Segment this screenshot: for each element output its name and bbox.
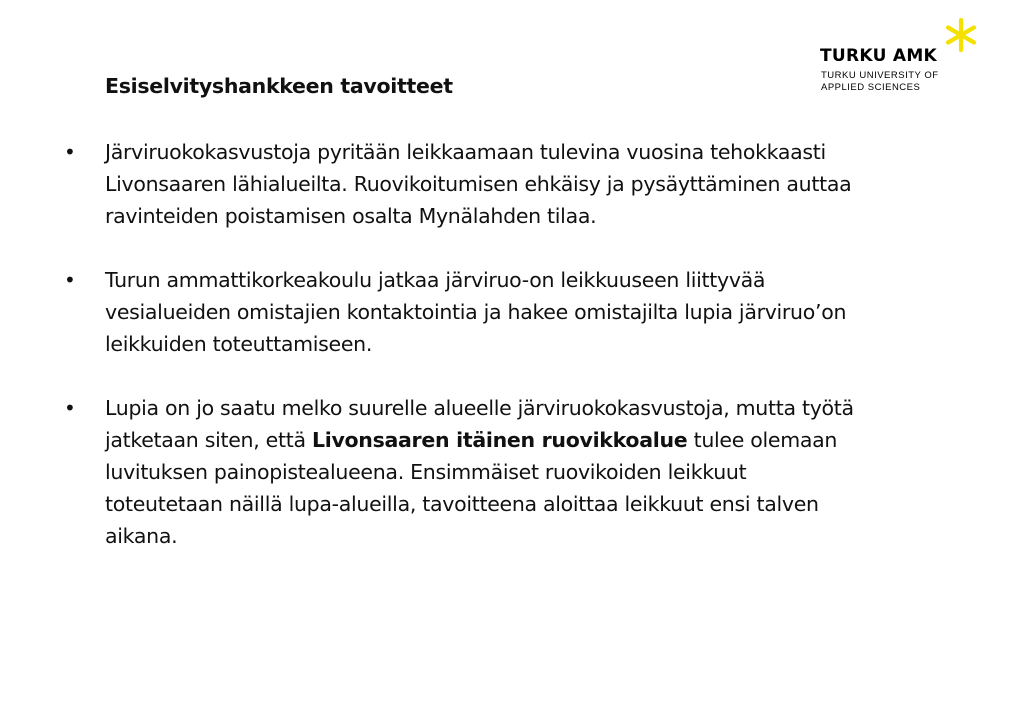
bullet-item-1 xyxy=(64,136,924,232)
bullet-3-line-1: Lupia on jo saatu melko suurelle alueelle järviruokokasvustoja, mutta työtä xyxy=(105,396,854,420)
bullet-3-line-5: aikana. xyxy=(105,524,178,548)
bullet-dot: • xyxy=(64,268,76,292)
turku-amk-logo xyxy=(820,18,990,98)
bullet-dot: • xyxy=(64,140,76,164)
bullet-2-line-1: Turun ammattikorkeakoulu jatkaa järviruo-on leikkuuseen liittyvää xyxy=(105,268,766,292)
bullet-3-line-2-before: jatketaan siten, että xyxy=(105,428,312,452)
bullet-item-3 xyxy=(64,392,924,552)
logo-subtitle-line2: APPLIED SCIENCES xyxy=(821,82,921,93)
bullet-2-line-2: vesialueiden omistajien kontaktointia ja hakee omistajilta lupia järviruo’on xyxy=(105,300,847,324)
bullet-3-line-3: luvituksen painopistealueena. Ensimmäiset ruovikoiden leikkuut xyxy=(105,460,747,484)
bullet-3-line-4: toteutetaan näillä lupa-alueilla, tavoitteena aloittaa leikkuut ensi talven xyxy=(105,492,819,516)
bullet-1-line-1: Järviruokokasvustoja pyritään leikkaamaan tulevina vuosina tehokkaasti xyxy=(105,140,826,164)
bullet-dot: • xyxy=(64,396,76,420)
logo-wordmark: TURKU AMK xyxy=(820,46,938,66)
bullet-3-line-2-after: tulee olemaan xyxy=(687,428,838,452)
asterisk-star-icon xyxy=(944,18,978,52)
slide-title: Esiselvityshankkeen tavoitteet xyxy=(105,74,453,98)
bullet-2-line-3: leikkuiden toteuttamiseen. xyxy=(105,332,373,356)
bullet-3-line-2 xyxy=(105,424,924,456)
bullet-list xyxy=(64,136,924,584)
bullet-3-bold-phrase: Livonsaaren itäinen ruovikkoalue xyxy=(311,428,688,452)
logo-subtitle-line1: TURKU UNIVERSITY OF xyxy=(821,70,939,81)
bullet-item-2 xyxy=(64,264,924,360)
bullet-1-line-3: ravinteiden poistamisen osalta Mynälahden tilaa. xyxy=(105,204,597,228)
bullet-1-line-2: Livonsaaren lähialueilta. Ruovikoitumisen ehkäisy ja pysäyttäminen auttaa xyxy=(105,172,852,196)
